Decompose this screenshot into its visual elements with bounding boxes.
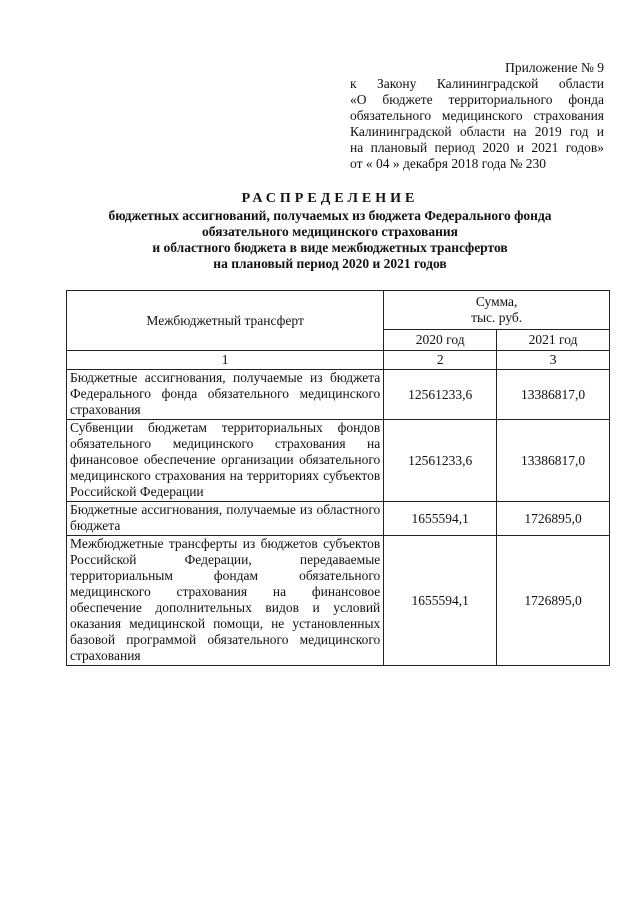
- header-sum: [384, 291, 610, 330]
- row-name: Бюджетные ассигнования, получаемые из бюджета Федерального фонда обязательного медицинского страхования: [67, 370, 384, 420]
- index-cell: 1: [67, 351, 384, 370]
- row-name: Субвенции бюджетам территориальных фондов обязательного медицинского страхования на финансовое обеспечение организации обязательного медицинского страхования на территориях субъектов Российской Федерации: [67, 420, 384, 502]
- index-cell: 3: [497, 351, 610, 370]
- title-line-3: и областного бюджета в виде межбюджетных трансфертов: [152, 240, 508, 255]
- header-2021: 2021 год: [497, 330, 610, 351]
- table-index-row: [67, 351, 610, 370]
- row-name: Межбюджетные трансферты из бюджетов субъектов Российской Федерации, передаваемые территориальным фондам обязательного медицинского страхования на финансовое обеспечение дополнительных видов и условий оказания медицинской помощи, не установленных базовой программой обязательного медицинского страхования: [67, 536, 384, 666]
- row-value-2020: 12561233,6: [384, 420, 497, 502]
- row-value-2021: 13386817,0: [497, 420, 610, 502]
- document-title: [60, 190, 600, 272]
- table-row: [67, 536, 610, 666]
- table-row: [67, 502, 610, 536]
- header-sum-label: Сумма,: [475, 294, 518, 309]
- annex-line-title-3: Калининградской области на 2019 год и: [350, 124, 604, 139]
- annex-line-title-4: на плановый период 2020 и 2021 годов»: [350, 140, 604, 155]
- table-header-row: [67, 291, 610, 330]
- header-sum-unit: тыс. руб.: [471, 310, 523, 325]
- header-transfer: Межбюджетный трансферт: [67, 291, 384, 351]
- annex-block: [350, 60, 604, 172]
- table-row: [67, 370, 610, 420]
- annex-line-law: к Закону Калининградской области: [350, 76, 604, 91]
- title-heading: РАСПРЕДЕЛЕНИЕ: [241, 191, 419, 206]
- title-line-2: обязательного медицинского страхования: [202, 224, 458, 239]
- annex-line-title-1: «О бюджете территориального фонда: [350, 92, 604, 107]
- annex-line-title-2: обязательного медицинского страхования: [350, 108, 604, 123]
- row-value-2020: 12561233,6: [384, 370, 497, 420]
- budget-table: [66, 290, 610, 666]
- annex-date-number: от « 04 » декабря 2018 года № 230: [350, 156, 547, 171]
- row-value-2020: 1655594,1: [384, 536, 497, 666]
- row-value-2020: 1655594,1: [384, 502, 497, 536]
- row-name: Бюджетные ассигнования, получаемые из областного бюджета: [67, 502, 384, 536]
- title-line-4: на плановый период 2020 и 2021 годов: [213, 256, 447, 271]
- table-row: [67, 420, 610, 502]
- annex-number: Приложение № 9: [505, 60, 604, 75]
- row-value-2021: 13386817,0: [497, 370, 610, 420]
- title-line-1: бюджетных ассигнований, получаемых из бюджета Федерального фонда: [108, 208, 552, 223]
- index-cell: 2: [384, 351, 497, 370]
- header-2020: 2020 год: [384, 330, 497, 351]
- row-value-2021: 1726895,0: [497, 502, 610, 536]
- row-value-2021: 1726895,0: [497, 536, 610, 666]
